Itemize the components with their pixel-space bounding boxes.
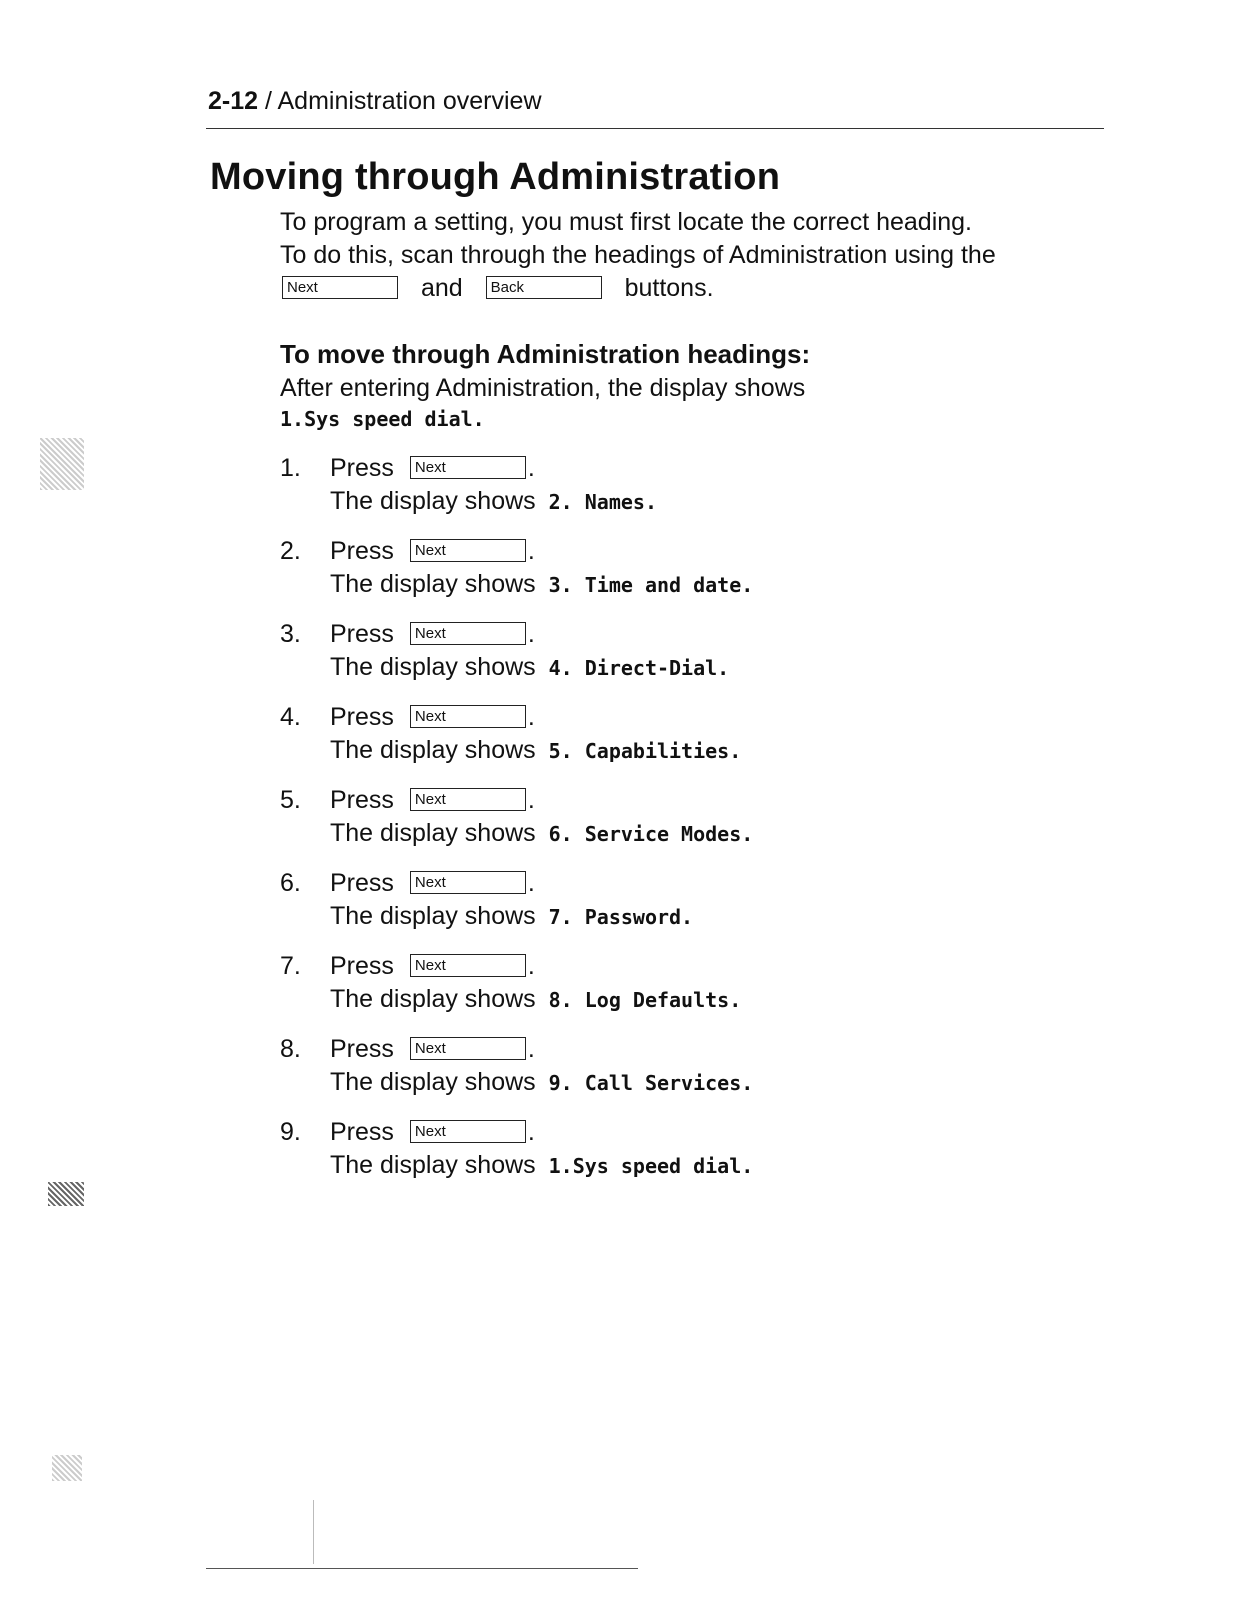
step-item — [280, 950, 1100, 1033]
press-word: Press — [330, 1118, 394, 1146]
next-key-graphic — [410, 622, 526, 645]
display-shows-text: The display shows — [330, 487, 536, 515]
step-number: 5. — [280, 786, 301, 814]
scan-noise-4 — [313, 1500, 314, 1564]
step-item — [280, 867, 1100, 950]
display-text: 5. Capabilities. — [548, 739, 742, 763]
step-press-line: Press Next . — [330, 703, 535, 731]
next-key-label: Next — [287, 278, 318, 296]
initial-display-text: 1.Sys speed dial. — [280, 407, 485, 431]
display-shows-text: The display shows — [330, 902, 536, 930]
step-result-line — [330, 651, 729, 685]
press-word: Press — [330, 869, 394, 897]
press-word: Press — [330, 703, 394, 731]
step-number: 2. — [280, 537, 301, 565]
press-word: Press — [330, 620, 394, 648]
step-press-line: Press Next . — [330, 1035, 535, 1063]
back-key-label: Back — [490, 278, 524, 296]
next-key-label: Next — [414, 790, 446, 808]
display-text: 3. Time and date. — [548, 573, 754, 597]
back-key-graphic — [486, 276, 602, 299]
next-key-graphic — [282, 276, 398, 299]
display-text: 6. Service Modes. — [548, 822, 754, 846]
footer-divider — [206, 1568, 638, 1569]
display-shows-text: The display shows — [330, 736, 536, 764]
intro-line-1: To program a setting, you must first locate the correct heading. — [280, 208, 973, 236]
step-item — [280, 1116, 1100, 1199]
steps-list — [280, 452, 1100, 1199]
step-press-line: Press Next . — [330, 537, 535, 565]
step-number: 7. — [280, 952, 301, 980]
next-key-label: Next — [414, 458, 446, 476]
step-press-line: Press Next . — [330, 1118, 535, 1146]
display-text: 1.Sys speed dial. — [548, 1154, 754, 1178]
next-key-graphic — [410, 1120, 526, 1143]
press-word: Press — [330, 1035, 394, 1063]
page-title: Moving through Administration — [210, 156, 781, 198]
display-shows-text: The display shows — [330, 985, 536, 1013]
next-key-graphic — [410, 954, 526, 977]
press-word: Press — [330, 952, 394, 980]
next-key-label: Next — [414, 873, 446, 891]
press-word: Press — [330, 786, 394, 814]
next-key-label: Next — [414, 624, 446, 642]
next-key-label: Next — [414, 1039, 446, 1057]
intro-line-2: To do this, scan through the headings of Administration using the — [280, 241, 996, 269]
next-key-graphic — [410, 539, 526, 562]
display-text: 4. Direct-Dial. — [548, 656, 730, 680]
step-result-line — [330, 1149, 753, 1183]
step-number: 4. — [280, 703, 301, 731]
step-number: 6. — [280, 869, 301, 897]
procedure-intro: After entering Administration, the display shows — [280, 374, 806, 402]
step-press-line: Press Next . — [330, 786, 535, 814]
intro-paragraph — [280, 206, 1110, 305]
step-number: 8. — [280, 1035, 301, 1063]
display-shows-text: The display shows — [330, 819, 536, 847]
step-item — [280, 535, 1100, 618]
step-item — [280, 1033, 1100, 1116]
next-key-label: Next — [414, 541, 446, 559]
scan-noise-2 — [48, 1182, 84, 1206]
step-result-line — [330, 485, 657, 519]
step-result-line — [330, 983, 741, 1017]
display-shows-text: The display shows — [330, 1068, 536, 1096]
page-number: 2-12 — [208, 87, 259, 115]
buttons-word: buttons. — [624, 274, 714, 302]
next-key-graphic — [410, 871, 526, 894]
step-number: 9. — [280, 1118, 301, 1146]
intro-line-3 — [280, 272, 1110, 305]
section-name: / Administration overview — [265, 87, 542, 115]
procedure-heading: To move through Administration headings: — [280, 339, 811, 369]
and-word: and — [420, 274, 463, 302]
next-key-graphic — [410, 1037, 526, 1060]
step-press-line: Press Next . — [330, 620, 535, 648]
step-number: 3. — [280, 620, 301, 648]
next-key-graphic — [410, 788, 526, 811]
press-word: Press — [330, 537, 394, 565]
step-result-line — [330, 900, 693, 934]
next-key-label: Next — [414, 707, 446, 725]
step-item — [280, 452, 1100, 535]
running-header — [208, 86, 1103, 116]
header-divider — [206, 128, 1104, 129]
next-key-label: Next — [414, 1122, 446, 1140]
step-result-line — [330, 734, 741, 768]
next-key-graphic — [410, 456, 526, 479]
display-text: 2. Names. — [548, 490, 657, 514]
step-press-line: Press Next . — [330, 454, 535, 482]
step-press-line: Press Next . — [330, 869, 535, 897]
step-number: 1. — [280, 454, 301, 482]
scan-noise-3 — [52, 1455, 82, 1481]
display-shows-text: The display shows — [330, 653, 536, 681]
next-key-graphic — [410, 705, 526, 728]
press-word: Press — [330, 454, 394, 482]
display-text: 8. Log Defaults. — [548, 988, 742, 1012]
display-text: 7. Password. — [548, 905, 694, 929]
next-key-label: Next — [414, 956, 446, 974]
step-item — [280, 701, 1100, 784]
step-press-line: Press Next . — [330, 952, 535, 980]
step-result-line — [330, 568, 753, 602]
display-text: 9. Call Services. — [548, 1071, 754, 1095]
display-shows-text: The display shows — [330, 1151, 536, 1179]
step-item — [280, 618, 1100, 701]
step-result-line — [330, 1066, 753, 1100]
step-result-line — [330, 817, 753, 851]
display-shows-text: The display shows — [330, 570, 536, 598]
step-item — [280, 784, 1100, 867]
scan-noise-1 — [40, 438, 84, 490]
